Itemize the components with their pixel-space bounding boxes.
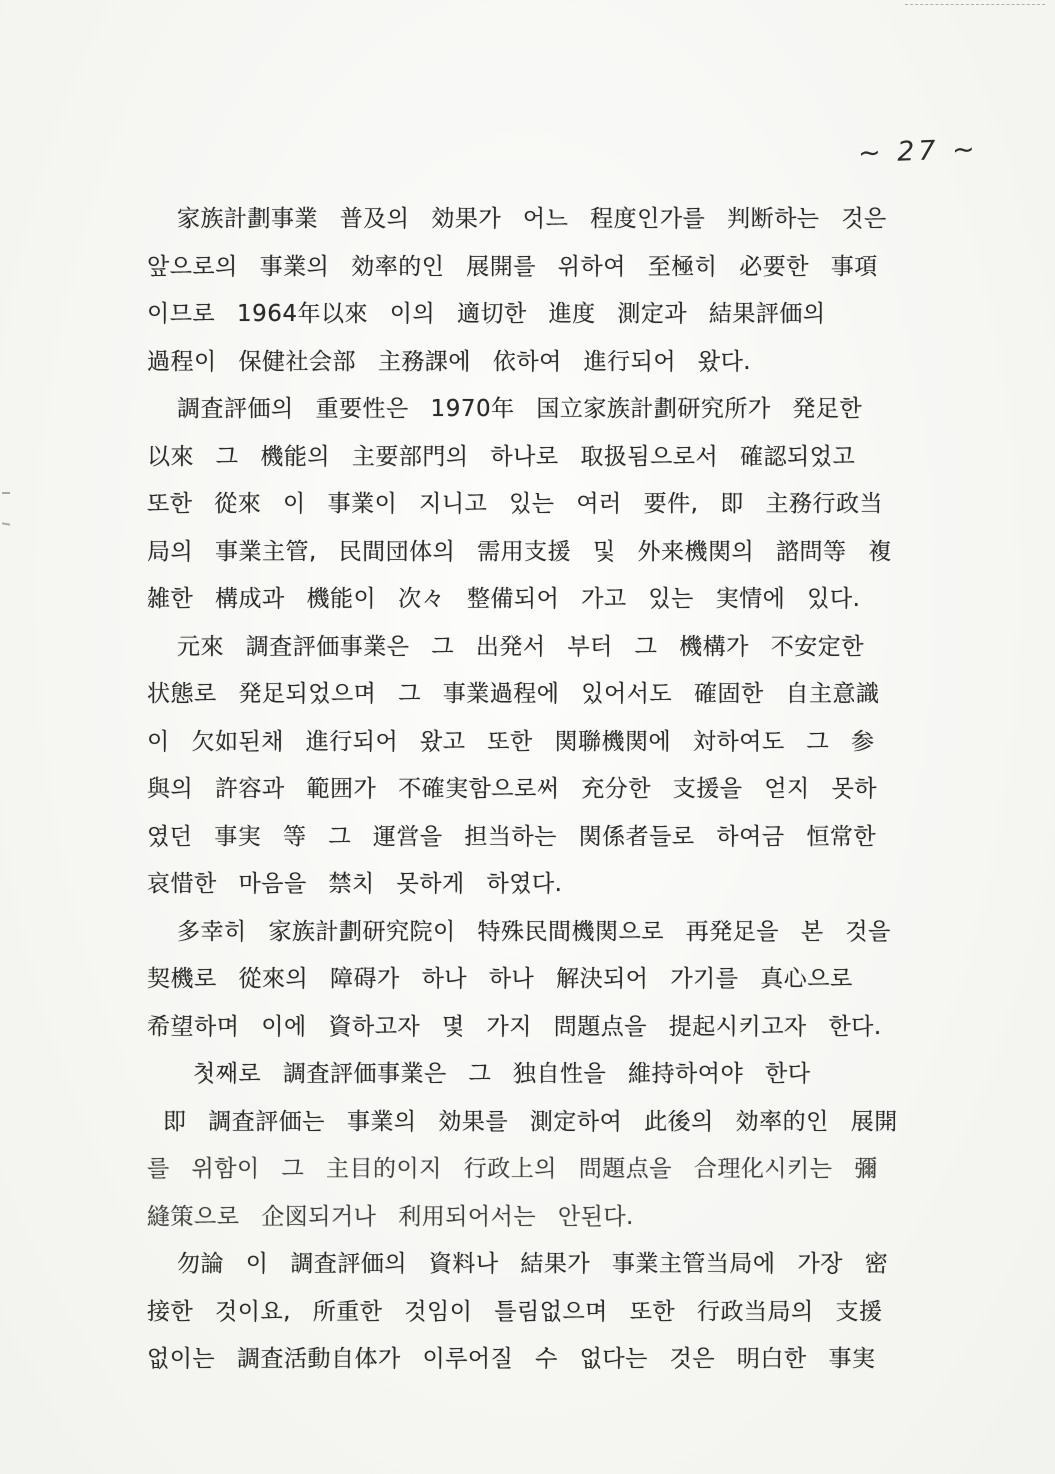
text-line: 調査評価의 重要性은 1970年 国立家族計劃研究所가 発足한 (177, 396, 863, 422)
text-line: 多幸히 家族計劃研究院이 特殊民間機関으로 再発足을 본 것을 (177, 918, 891, 945)
text-line: 以來 그 機能의 主要部門의 하나로 取扱됨으로서 確認되었고 (147, 443, 856, 470)
text-line: 이 欠如된채 進行되어 왔고 또한 関聯機関에 対하여도 그 参 (147, 728, 875, 755)
text-line: 局의 事業主管, 民間団体의 需用支援 및 外来機関의 諮問等 複 (147, 538, 892, 565)
text-line: 過程이 保健社会部 主務課에 依하여 進行되어 왔다. (147, 348, 752, 375)
scan-artifact-mark (2, 492, 10, 494)
text-line: 家族計劃事業 普及의 効果가 어느 程度인가를 判断하는 것은 (177, 206, 887, 232)
text-line: 첫째로 調査評価事業은 그 独自性을 維持하여야 한다 (193, 1061, 811, 1087)
text-line: 状態로 発足되었으며 그 事業過程에 있어서도 確固한 自主意識 (147, 681, 880, 707)
text-line: 雑한 構成과 機能이 次々 整備되어 가고 있는 実情에 있다. (147, 586, 861, 612)
text-line: 또한 從來 이 事業이 지니고 있는 여러 要件, 即 主務行政当 (147, 491, 884, 517)
text-line: 契機로 從來의 障碍가 하나 하나 解決되어 가기를 真心으로 (147, 966, 853, 992)
text-line: 를 위함이 그 主目的이지 行政上의 問題点을 合理化시키는 彌 (147, 1156, 878, 1182)
scan-artifact-dashed-line (905, 4, 1045, 5)
text-line: 希望하며 이에 資하고자 몇 가지 問題点을 提起시키고자 한다. (147, 1013, 882, 1040)
text-line: 與의 許容과 範囲가 不確実함으로써 充分한 支援을 얻지 못하 (147, 776, 878, 802)
text-line: 없이는 調査活動自体가 이루어질 수 없다는 것은 明白한 事実 (147, 1346, 876, 1372)
text-line: 였던 事実 等 그 運営을 担当하는 関係者들로 하여금 恒常한 (147, 823, 877, 850)
text-line: 縫策으로 企図되거나 利用되어서는 안된다. (147, 1203, 634, 1230)
text-line: 勿論 이 調査評価의 資料나 結果가 事業主管当局에 가장 密 (177, 1251, 889, 1277)
text-line: 앞으로의 事業의 効率的인 展開를 위하여 至極히 必要한 事項 (147, 253, 878, 280)
text-line: 이므로 1964年以來 이의 適切한 進度 測定과 結果評価의 (147, 301, 826, 327)
page-number: ~ 27 ~ (857, 133, 980, 170)
text-line: 接한 것이요, 所重한 것임이 틀림없으며 또한 行政当局의 支援 (147, 1298, 883, 1325)
document-body (147, 196, 957, 1384)
text-line: 元來 調査評価事業은 그 出発서 부터 그 機構가 不安定한 (177, 633, 864, 660)
text-line: 哀惜한 마음을 禁치 못하게 하였다. (147, 871, 563, 897)
text-line: 即 調査評価는 事業의 効果를 測定하여 此後의 効率的인 展開 (163, 1108, 898, 1135)
